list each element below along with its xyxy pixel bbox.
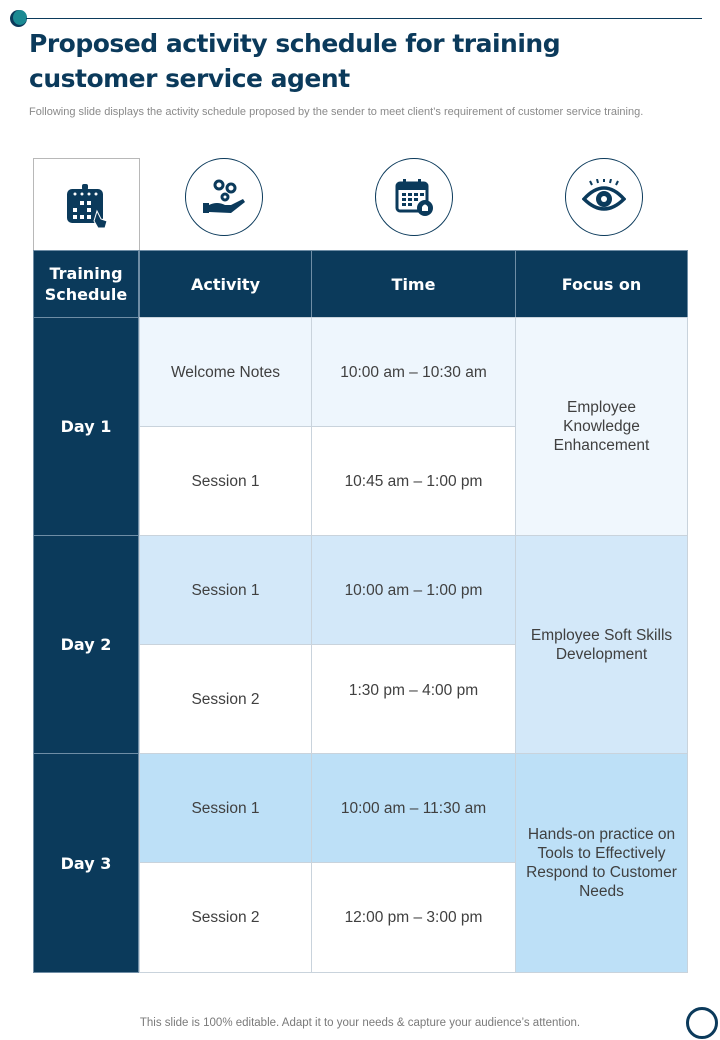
focus-cell: Employee Knowledge Enhancement <box>515 317 688 536</box>
gears-hand-icon <box>185 158 263 236</box>
header-activity: Activity <box>139 250 312 318</box>
calendar-touch-icon <box>33 158 140 251</box>
day-1-label: Day 1 <box>33 317 139 536</box>
time-cell: 10:00 am – 11:30 am <box>311 753 516 863</box>
activity-cell: Welcome Notes <box>139 317 312 427</box>
top-divider <box>26 18 702 19</box>
header-training-schedule: Training Schedule <box>33 250 139 318</box>
time-cell: 1:30 pm – 4:00 pm <box>311 644 516 754</box>
activity-cell: Session 2 <box>139 644 312 754</box>
page-title: Proposed activity schedule for training customer service agent <box>29 29 561 93</box>
time-cell: 12:00 pm – 3:00 pm <box>311 862 516 973</box>
activity-cell: Session 1 <box>139 426 312 536</box>
activity-cell: Session 1 <box>139 753 312 863</box>
calendar-bell-icon <box>375 158 453 236</box>
time-cell: 10:00 am – 10:30 am <box>311 317 516 427</box>
day-2-label: Day 2 <box>33 535 139 754</box>
header-focus: Focus on <box>515 250 688 318</box>
focus-cell: Hands-on practice on Tools to Effectively Respond to Customer Needs <box>515 753 688 973</box>
page-subtitle: Following slide displays the activity schedule proposed by the sender to meet client’s requirement of customer service training. <box>29 106 644 118</box>
eye-icon <box>565 158 643 236</box>
time-cell: 10:45 am – 1:00 pm <box>311 426 516 536</box>
focus-cell: Employee Soft Skills Development <box>515 535 688 754</box>
time-cell: 10:00 am – 1:00 pm <box>311 535 516 645</box>
footer-note: This slide is 100% editable. Adapt it to your needs & capture your audience’s attention. <box>139 1017 581 1029</box>
activity-cell: Session 1 <box>139 535 312 645</box>
decor-dot-accent <box>13 10 27 25</box>
activity-cell: Session 2 <box>139 862 312 973</box>
day-3-label: Day 3 <box>33 753 139 973</box>
header-time: Time <box>311 250 516 318</box>
decor-ring <box>686 1007 718 1039</box>
